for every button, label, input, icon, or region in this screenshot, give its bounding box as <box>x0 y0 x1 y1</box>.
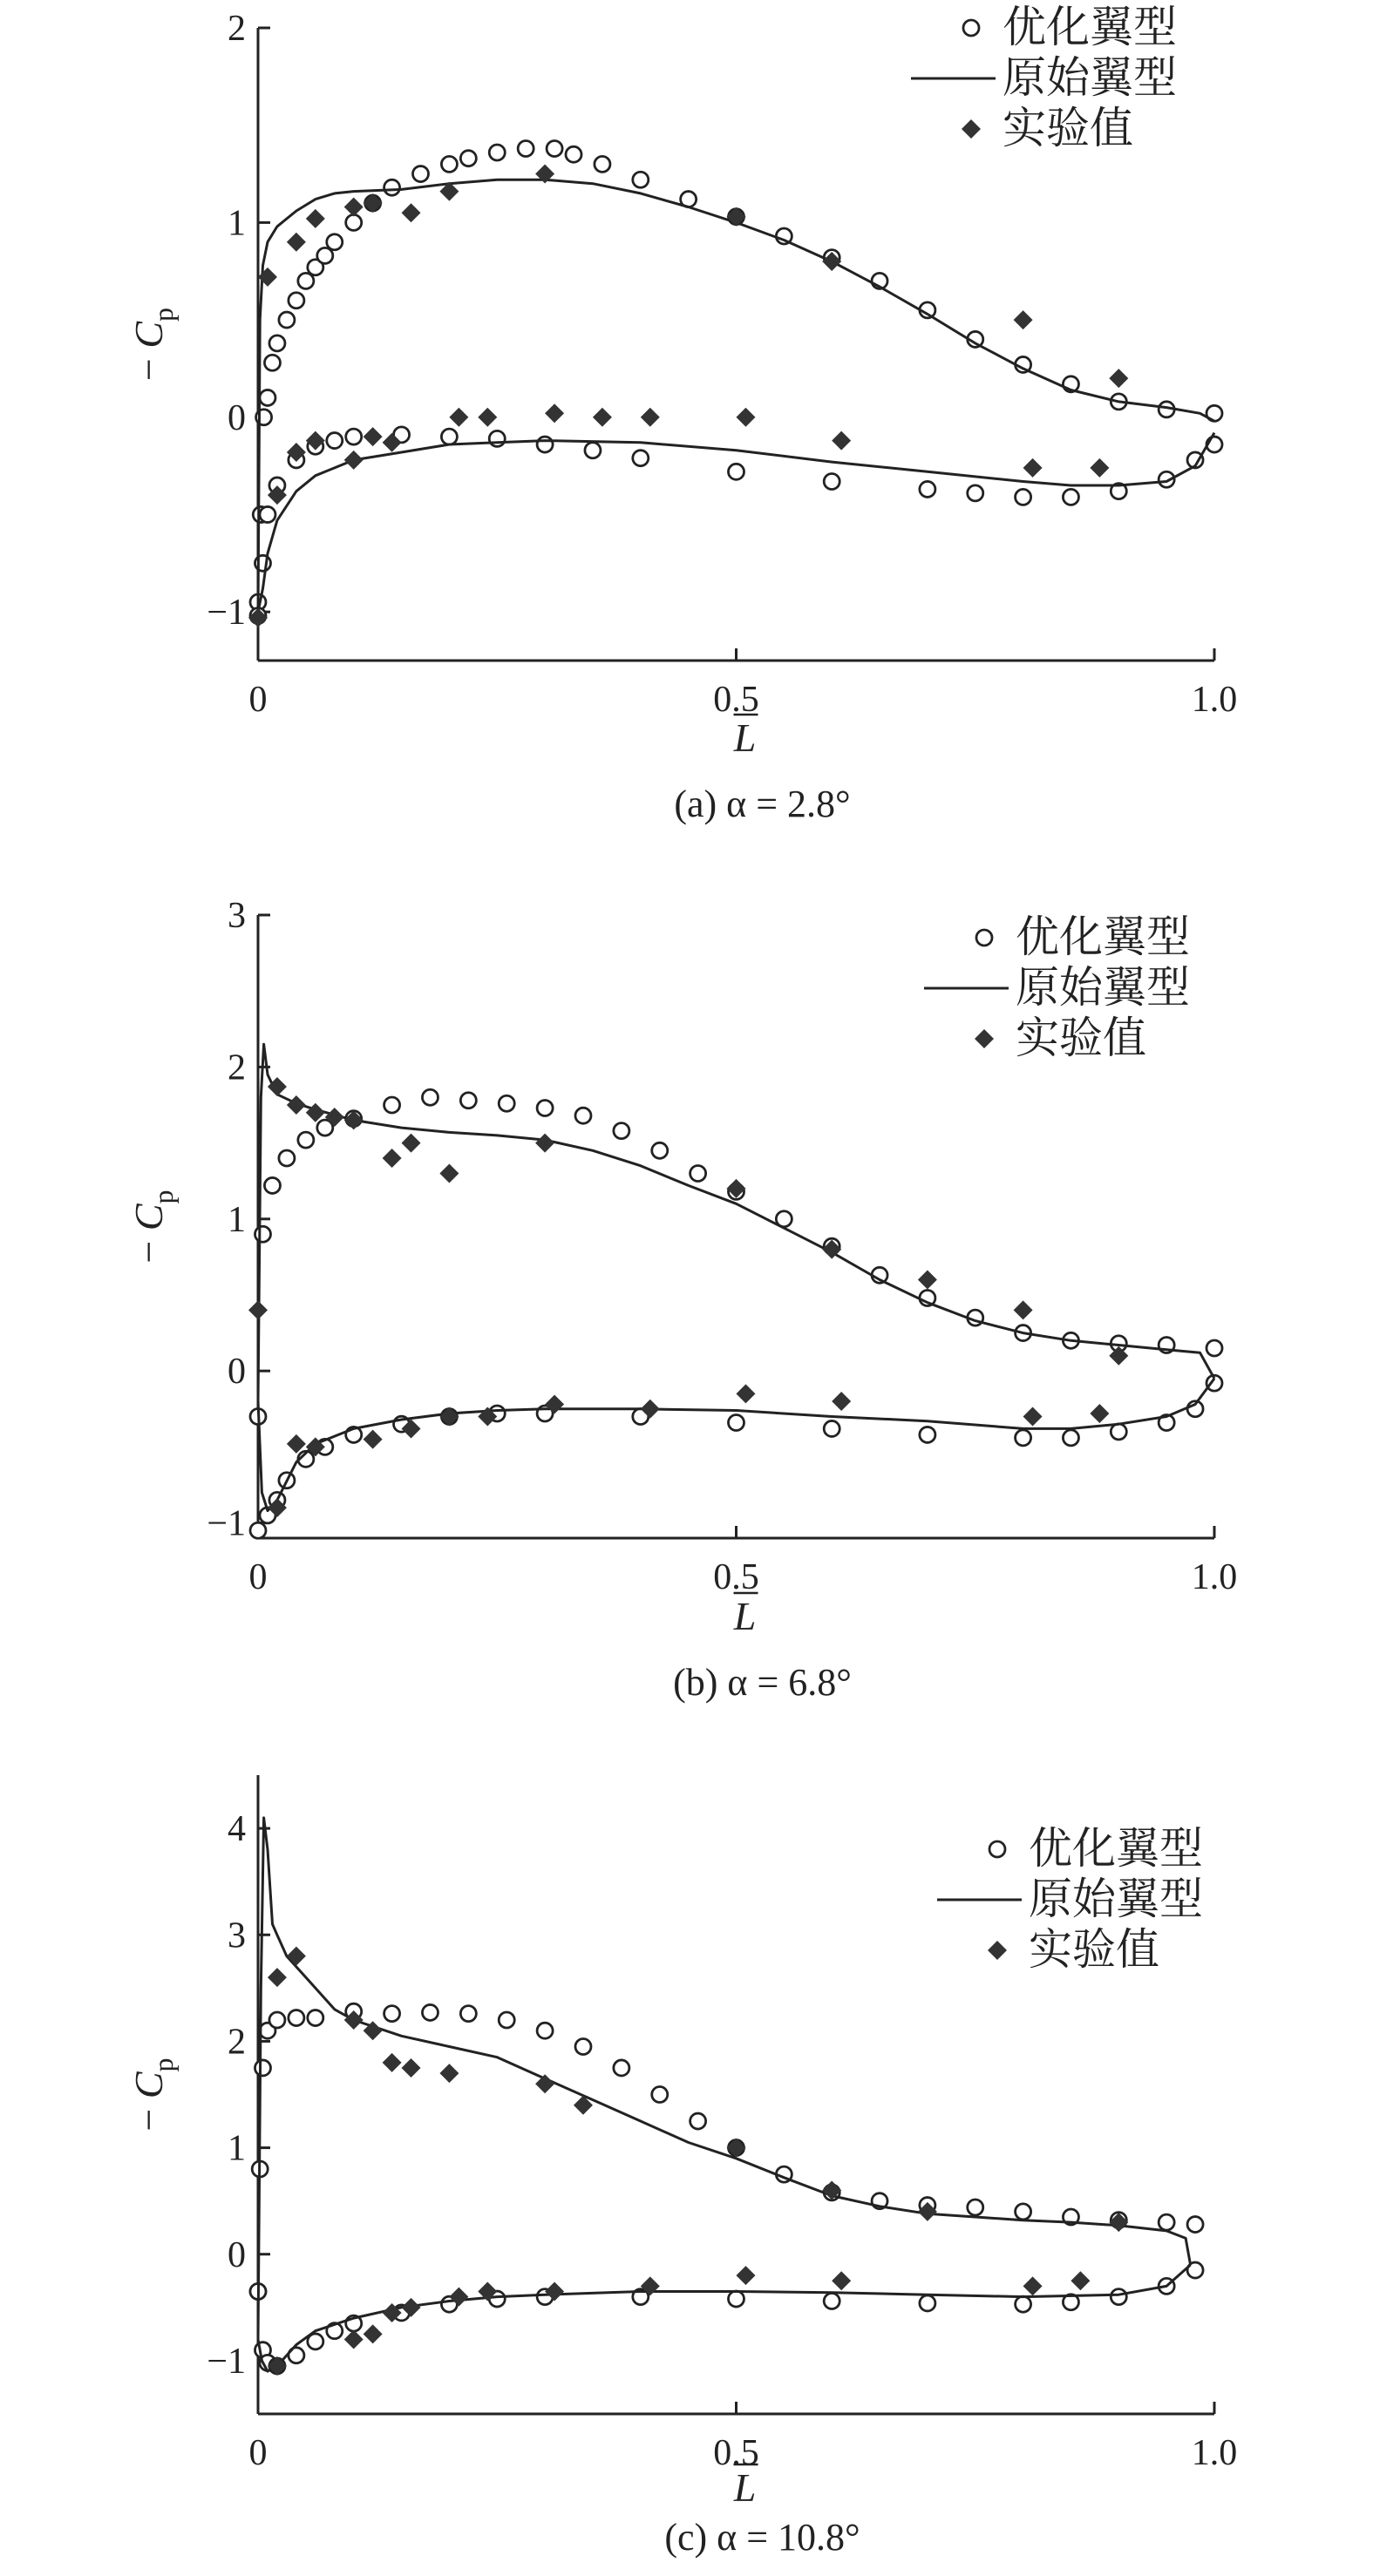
data-point-optimized <box>289 2010 304 2026</box>
data-point-optimized <box>920 2295 935 2311</box>
data-point-optimized <box>824 2294 839 2309</box>
data-point-optimized <box>1016 489 1031 505</box>
data-point-optimized <box>537 1100 553 1115</box>
data-point-experiment <box>287 1095 306 1115</box>
data-point-experiment <box>364 1430 383 1449</box>
y-tick-label: 1 <box>228 1199 246 1240</box>
data-point-optimized <box>575 1108 591 1123</box>
y-tick-label: 3 <box>228 896 246 936</box>
data-point-optimized <box>279 1150 295 1166</box>
x-axis-label: L <box>733 2465 757 2510</box>
data-point-optimized <box>920 1427 935 1442</box>
data-point-experiment <box>1023 1407 1043 1426</box>
series-line-original-upper <box>258 180 1214 612</box>
x-tick-label: 1.0 <box>1191 680 1238 720</box>
data-point-experiment <box>344 451 364 470</box>
data-point-experiment <box>593 408 612 427</box>
data-point-optimized <box>566 146 581 162</box>
data-point-optimized <box>412 166 428 182</box>
data-point-experiment <box>268 1968 287 1987</box>
x-tick-label: 0.5 <box>713 680 759 720</box>
data-point-optimized <box>614 2060 629 2076</box>
data-point-experiment <box>535 2074 554 2093</box>
data-point-experiment <box>832 431 851 451</box>
data-point-optimized <box>489 145 505 160</box>
chart-panel-2 <box>126 896 1237 1704</box>
y-axis-label <box>126 308 179 381</box>
y-axis-label-sub: p <box>147 2057 179 2072</box>
data-point-optimized <box>499 2012 514 2028</box>
legend-label: 实验值 <box>1029 1924 1159 1975</box>
x-tick-label: 0.5 <box>713 2433 759 2473</box>
y-tick-label: 0 <box>228 1352 246 1393</box>
y-axis-label-sub: p <box>147 307 179 322</box>
legend-marker-circle <box>989 1841 1005 1857</box>
data-point-optimized <box>824 473 839 489</box>
x-tick-label: 0.5 <box>713 1557 759 1597</box>
data-point-experiment <box>736 408 755 427</box>
data-point-optimized <box>298 273 314 288</box>
data-point-optimized <box>690 2113 706 2129</box>
data-point-experiment <box>1023 2276 1043 2295</box>
legend-marker-diamond <box>962 119 981 139</box>
legend-label: 实验值 <box>1003 103 1133 153</box>
data-point-experiment <box>1014 310 1033 329</box>
data-point-experiment <box>402 203 421 222</box>
y-tick-label: 2 <box>228 1047 246 1088</box>
data-point-experiment <box>832 1392 851 1411</box>
data-point-optimized <box>298 1132 314 1148</box>
data-point-optimized <box>1063 489 1078 505</box>
data-point-optimized <box>1206 1340 1222 1356</box>
series-line-original-lower <box>258 433 1214 613</box>
x-tick-label: 1.0 <box>1191 2433 1238 2473</box>
data-point-experiment <box>439 1407 459 1426</box>
data-point-experiment <box>727 2139 746 2158</box>
x-tick-label: 0 <box>248 680 268 720</box>
data-point-optimized <box>537 2023 553 2038</box>
legend-marker-diamond <box>988 1941 1007 1960</box>
data-point-optimized <box>264 355 280 370</box>
legend <box>937 1823 1203 1975</box>
y-tick-label: 1 <box>228 2128 246 2169</box>
legend-label: 优化翼型 <box>1003 2 1177 52</box>
data-point-optimized <box>460 1093 476 1108</box>
data-point-experiment <box>1090 1404 1109 1423</box>
data-point-optimized <box>269 2012 285 2028</box>
y-tick-label: −1 <box>207 2341 246 2382</box>
data-point-experiment <box>535 1134 554 1153</box>
data-point-optimized <box>289 293 304 308</box>
legend <box>924 912 1190 1063</box>
chart-panel-3 <box>126 1775 1237 2559</box>
legend <box>911 2 1177 153</box>
y-axis-label-sign: − <box>126 348 171 382</box>
x-axis-label: L <box>733 1594 757 1638</box>
y-tick-label: 0 <box>228 397 246 438</box>
data-point-experiment <box>402 2058 421 2078</box>
data-point-experiment <box>306 209 325 228</box>
data-point-experiment <box>478 408 497 427</box>
chart-caption: (b) α = 6.8° <box>673 1661 852 1704</box>
data-point-optimized <box>346 429 362 444</box>
data-point-optimized <box>729 1414 744 1430</box>
y-axis-label-main: C <box>126 321 171 349</box>
data-point-optimized <box>327 433 343 449</box>
data-point-optimized <box>441 429 457 444</box>
data-point-optimized <box>824 1420 839 1436</box>
y-tick-label: 3 <box>228 1915 246 1956</box>
data-point-optimized <box>585 443 601 458</box>
data-point-optimized <box>346 214 362 230</box>
data-point-experiment <box>364 427 383 446</box>
data-point-optimized <box>422 1089 438 1105</box>
data-point-experiment <box>383 1149 402 1168</box>
data-point-optimized <box>260 506 275 522</box>
data-point-optimized <box>633 451 649 466</box>
data-point-experiment <box>1071 2271 1090 2290</box>
legend-label: 原始翼型 <box>1016 962 1190 1013</box>
data-point-experiment <box>1109 369 1128 388</box>
data-point-optimized <box>384 180 400 195</box>
data-point-optimized <box>489 430 505 446</box>
data-point-experiment <box>383 2053 402 2072</box>
y-tick-label: 0 <box>228 2234 246 2275</box>
data-point-experiment <box>736 2266 755 2285</box>
data-point-experiment <box>439 2064 459 2083</box>
data-point-optimized <box>384 2006 400 2022</box>
data-point-experiment <box>1014 1300 1033 1319</box>
data-point-optimized <box>1159 2214 1174 2230</box>
data-point-experiment <box>727 207 746 227</box>
data-point-optimized <box>729 464 744 479</box>
data-point-optimized <box>1111 2289 1126 2305</box>
data-point-optimized <box>690 1165 706 1181</box>
data-point-experiment <box>1023 458 1043 478</box>
legend-label: 实验值 <box>1016 1013 1146 1063</box>
data-point-optimized <box>255 2060 270 2076</box>
data-point-optimized <box>652 1142 668 1158</box>
data-point-experiment <box>364 2324 383 2343</box>
data-point-optimized <box>327 234 343 250</box>
data-point-experiment <box>918 1271 937 1290</box>
data-point-experiment <box>287 233 306 252</box>
x-axis-label: L <box>733 715 757 760</box>
legend-label: 原始翼型 <box>1029 1874 1203 1924</box>
data-point-experiment <box>641 408 660 427</box>
data-point-optimized <box>460 151 476 166</box>
data-point-optimized <box>518 140 534 156</box>
data-point-optimized <box>279 312 295 328</box>
data-point-optimized <box>920 481 935 497</box>
data-point-optimized <box>1016 2204 1031 2220</box>
x-tick-label: 1.0 <box>1191 1557 1238 1597</box>
data-point-optimized <box>968 485 983 501</box>
y-tick-label: −1 <box>207 1503 246 1544</box>
data-point-optimized <box>1111 1424 1126 1440</box>
chart-caption: (a) α = 2.8° <box>674 783 851 825</box>
data-point-optimized <box>264 1177 280 1193</box>
x-tick-label: 0 <box>248 2433 268 2473</box>
data-point-experiment <box>402 1134 421 1153</box>
data-point-optimized <box>422 2004 438 2020</box>
data-point-optimized <box>1016 1430 1031 1446</box>
data-point-experiment <box>439 1163 459 1183</box>
data-point-optimized <box>575 2039 591 2055</box>
data-point-optimized <box>384 1097 400 1113</box>
y-tick-label: 2 <box>228 9 246 49</box>
y-tick-label: 2 <box>228 2022 246 2063</box>
legend-label: 原始翼型 <box>1003 52 1177 103</box>
data-point-optimized <box>1063 1430 1078 1446</box>
x-tick-label: 0 <box>248 1557 268 1597</box>
data-point-optimized <box>547 140 562 156</box>
data-point-optimized <box>1016 2296 1031 2312</box>
chart-panel-1 <box>126 2 1237 825</box>
data-point-optimized <box>537 437 553 452</box>
data-point-experiment <box>449 408 468 427</box>
y-axis-label <box>126 1190 179 1263</box>
data-point-experiment <box>344 198 364 217</box>
y-axis-label <box>126 2057 179 2131</box>
legend-marker-diamond <box>975 1029 994 1048</box>
data-point-experiment <box>545 403 564 423</box>
data-point-experiment <box>364 193 383 213</box>
legend-marker-circle <box>976 930 992 946</box>
data-point-experiment <box>344 2329 364 2349</box>
y-axis-label-sign: − <box>126 1230 171 1264</box>
data-point-experiment <box>1090 458 1109 478</box>
data-point-optimized <box>441 156 457 172</box>
data-point-optimized <box>968 2200 983 2215</box>
data-point-experiment <box>287 1947 306 1966</box>
data-point-experiment <box>736 1384 755 1403</box>
data-point-optimized <box>460 2006 476 2022</box>
legend-marker-circle <box>963 20 979 36</box>
y-axis-label-sign: − <box>126 2098 171 2132</box>
data-point-experiment <box>248 1300 268 1319</box>
data-point-optimized <box>1187 2217 1203 2233</box>
data-point-optimized <box>633 172 649 187</box>
data-point-optimized <box>652 2087 668 2103</box>
data-point-optimized <box>255 1226 270 1242</box>
data-point-optimized <box>595 156 610 172</box>
data-point-optimized <box>308 2010 323 2026</box>
y-axis-label-main: C <box>126 1203 171 1231</box>
legend-label: 优化翼型 <box>1029 1823 1203 1874</box>
data-point-optimized <box>269 336 285 351</box>
y-axis-label-main: C <box>126 2071 171 2099</box>
y-tick-label: 4 <box>228 1809 246 1850</box>
y-tick-label: 1 <box>228 203 246 244</box>
data-point-optimized <box>260 390 275 405</box>
data-point-optimized <box>729 2291 744 2307</box>
y-tick-label: −1 <box>207 593 246 634</box>
data-point-optimized <box>499 1095 514 1111</box>
chart-caption: (c) α = 10.8° <box>664 2516 860 2559</box>
legend-label: 优化翼型 <box>1016 912 1190 962</box>
data-point-optimized <box>250 1522 266 1538</box>
data-point-experiment <box>832 2271 851 2290</box>
y-axis-label-sub: p <box>147 1190 179 1204</box>
data-point-optimized <box>317 247 333 263</box>
data-point-optimized <box>614 1123 629 1139</box>
